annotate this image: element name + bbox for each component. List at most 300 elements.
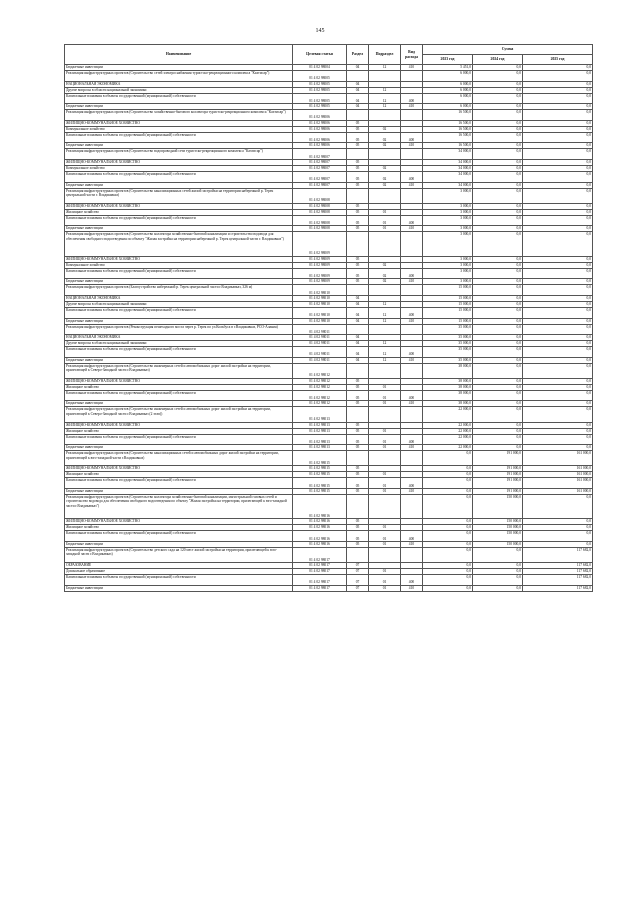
row-sum-2025: 0,0 [523,203,593,209]
row-sum-2024: 0,0 [473,110,523,121]
row-expense-type [401,407,423,422]
row-section: 05 [347,466,369,472]
row-sum-2025: 0,0 [523,495,593,519]
row-subsection [369,285,401,296]
row-section: 05 [347,215,369,226]
row-sum-2024: 0,0 [473,256,523,262]
row-target-article: 01 4 02 98013 [293,407,347,422]
table-row [65,407,593,422]
row-sum-2023: 5 451,0 [423,65,473,71]
row-target-article: 01 4 02 98009 [293,279,347,285]
row-name: Бюджетные инвестиции [65,279,293,285]
row-sum-2025: 161 000,0 [523,472,593,478]
row-sum-2025: 0,0 [523,126,593,132]
row-name: Капитальные вложения в объекты государственной (муниципальной) собственности [65,390,293,401]
row-subsection: 01 [369,478,401,489]
row-name: Капитальные вложения в объекты государственной (муниципальной) собственности [65,93,293,104]
row-sum-2024: 0,0 [473,357,523,363]
row-section: 05 [347,489,369,495]
row-subsection: 01 [369,445,401,451]
row-subsection: 12 [369,307,401,318]
row-section: 05 [347,279,369,285]
row-section: 04 [347,104,369,110]
row-sum-2023: 16 500,0 [423,120,473,126]
row-name: ОБРАЗОВАНИЕ [65,563,293,569]
row-target-article: 01 4 02 98015 [293,451,347,466]
row-subsection [369,363,401,378]
row-name: Реализация инфраструктурных проектов (Строительство канализационных сетей жилой застройки на территории набережной р. Терек центральной части г. Владикавказ) [65,188,293,203]
row-sum-2024: 0,0 [473,104,523,110]
row-name: Капитальные вложения в объекты государственной (муниципальной) собственности [65,132,293,143]
row-subsection: 02 [369,171,401,182]
row-sum-2024: 0,0 [473,182,523,188]
row-name: Бюджетные инвестиции [65,401,293,407]
row-section: 04 [347,93,369,104]
row-name: Капитальные вложения в объекты государственной (муниципальной) собственности [65,434,293,445]
row-name: ЖИЛИЩНО-КОММУНАЛЬНОЕ ХОЗЯЙСТВО [65,378,293,384]
row-sum-2025: 0,0 [523,324,593,335]
row-sum-2025: 161 000,0 [523,451,593,466]
row-subsection [369,495,401,519]
row-name: Реализация инфраструктурных проектов (Строительство детского сада на 120 мест жилой застройки на территории, прилегающей к юго-западной части г.Владикавказ) [65,548,293,563]
row-sum-2025: 0,0 [523,143,593,149]
row-sum-2024: 0,0 [473,347,523,358]
row-target-article: 01 4 02 98005 [293,93,347,104]
row-section: 05 [347,478,369,489]
table-row [65,585,593,591]
row-sum-2024: 0,0 [473,87,523,93]
row-subsection: 02 [369,262,401,268]
row-target-article: 01 4 02 98012 [293,378,347,384]
row-target-article: 01 4 02 98007 [293,171,347,182]
row-sum-2024: 0,0 [473,279,523,285]
row-target-article: 01 4 02 98004 [293,65,347,71]
row-section: 04 [347,335,369,341]
row-sum-2023: 22 000,0 [423,422,473,428]
row-sum-2024: 0,0 [473,81,523,87]
row-subsection: 01 [369,384,401,390]
row-sum-2024: 0,0 [473,307,523,318]
row-section: 07 [347,563,369,569]
row-target-article: 01 4 02 98012 [293,384,347,390]
row-sum-2024: 150 000,0 [473,495,523,519]
row-name: НАЦИОНАЛЬНАЯ ЭКОНОМИКА [65,335,293,341]
row-expense-type: 400 [401,215,423,226]
row-name: НАЦИОНАЛЬНАЯ ЭКОНОМИКА [65,295,293,301]
row-sum-2023: 35 000,0 [423,347,473,358]
row-section: 07 [347,569,369,575]
row-sum-2023: 34 000,0 [423,182,473,188]
row-sum-2024: 0,0 [473,585,523,591]
row-section: 05 [347,445,369,451]
row-target-article: 01 4 02 98010 [293,307,347,318]
row-target-article: 01 4 02 98010 [293,295,347,301]
table-row [65,390,593,401]
row-target-article: 01 4 02 98006 [293,126,347,132]
row-expense-type [401,188,423,203]
row-name: Бюджетные инвестиции [65,445,293,451]
row-sum-2025: 0,0 [523,390,593,401]
row-sum-2023: 34 000,0 [423,171,473,182]
row-expense-type [401,232,423,256]
row-sum-2023: 3 000,0 [423,256,473,262]
row-section: 05 [347,256,369,262]
row-sum-2025: 0,0 [523,171,593,182]
row-section: 05 [347,428,369,434]
row-name: Капитальные вложения в объекты государственной (муниципальной) собственности [65,268,293,279]
budget-table [64,44,593,592]
row-section: 05 [347,143,369,149]
row-name: Жилищное хозяйство [65,428,293,434]
table-row [65,531,593,542]
row-target-article: 01 4 02 98007 [293,182,347,188]
row-name: Капитальные вложения в объекты государственной (муниципальной) собственности [65,215,293,226]
row-target-article: 01 4 02 98011 [293,347,347,358]
row-sum-2023: 0,0 [423,585,473,591]
row-subsection: 01 [369,209,401,215]
row-target-article: 01 4 02 98007 [293,159,347,165]
table-row [65,478,593,489]
row-sum-2023: 6 000,0 [423,104,473,110]
row-sum-2024: 0,0 [473,378,523,384]
row-target-article: 01 4 02 98006 [293,132,347,143]
row-expense-type: 410 [401,542,423,548]
row-sum-2025: 0,0 [523,434,593,445]
row-section: 05 [347,472,369,478]
row-expense-type: 400 [401,93,423,104]
table-row [65,149,593,160]
row-name: ЖИЛИЩНО-КОММУНАЛЬНОЕ ХОЗЯЙСТВО [65,203,293,209]
row-sum-2023: 35 000,0 [423,341,473,347]
row-name: ЖИЛИЩНО-КОММУНАЛЬНОЕ ХОЗЯЙСТВО [65,120,293,126]
row-section: 05 [347,120,369,126]
row-target-article: 01 4 02 98010 [293,318,347,324]
row-subsection: 01 [369,226,401,232]
row-subsection: 12 [369,347,401,358]
row-section: 05 [347,519,369,525]
row-name: Бюджетные инвестиции [65,542,293,548]
row-section: 05 [347,165,369,171]
row-sum-2023: 0,0 [423,478,473,489]
row-sum-2025: 0,0 [523,159,593,165]
row-section [347,71,369,82]
row-sum-2024: 0,0 [473,548,523,563]
row-expense-type [401,110,423,121]
row-target-article: 01 4 02 98006 [293,110,347,121]
row-subsection: 01 [369,401,401,407]
row-sum-2024: 0,0 [473,324,523,335]
row-sum-2023: 35 000,0 [423,335,473,341]
table-row [65,575,593,586]
row-name: Бюджетные инвестиции [65,357,293,363]
row-sum-2023: 6 000,0 [423,71,473,82]
row-name: Капитальные вложения в объекты государственной (муниципальной) собственности [65,575,293,586]
row-sum-2023: 15 000,0 [423,318,473,324]
row-sum-2023: 0,0 [423,495,473,519]
row-section: 05 [347,171,369,182]
row-sum-2025: 0,0 [523,81,593,87]
header-target-article: Целевая статья [293,45,347,65]
row-sum-2024: 0,0 [473,171,523,182]
row-sum-2024: 0,0 [473,575,523,586]
row-subsection: 01 [369,569,401,575]
row-sum-2024: 0,0 [473,65,523,71]
row-sum-2024: 0,0 [473,268,523,279]
row-sum-2023: 16 500,0 [423,126,473,132]
row-sum-2025: 0,0 [523,268,593,279]
row-section [347,495,369,519]
row-sum-2023: 16 500,0 [423,110,473,121]
row-name: Жилищное хозяйство [65,525,293,531]
row-sum-2024: 0,0 [473,428,523,434]
row-target-article: 01 4 02 98009 [293,262,347,268]
row-sum-2024: 0,0 [473,445,523,451]
row-target-article: 01 4 02 98008 [293,215,347,226]
row-sum-2023: 15 000,0 [423,295,473,301]
row-section: 05 [347,525,369,531]
row-sum-2023: 3 000,0 [423,226,473,232]
row-section: 05 [347,401,369,407]
row-expense-type: 410 [401,489,423,495]
row-subsection: 12 [369,87,401,93]
table-row [65,71,593,82]
row-name: Бюджетные инвестиции [65,489,293,495]
row-target-article: 01 4 02 98011 [293,357,347,363]
row-sum-2023: 3 000,0 [423,279,473,285]
row-sum-2023: 34 000,0 [423,159,473,165]
row-subsection: 02 [369,126,401,132]
row-name: Реализация инфраструктурных проектов (Строительство коллектора хозяйственно-бытовой канализации, магистральной газовых сетей и строительство водовода для обеспечения свободного водоотведения по объекту "Жилая застройка на территории, прилегающей к юго-западной части г.Владикавказ") [65,495,293,519]
row-sum-2025: 0,0 [523,531,593,542]
header-expense-type: Вид расхода [401,45,423,65]
row-subsection: 02 [369,143,401,149]
header-year-2023: 2023 год [423,55,473,65]
row-sum-2025: 0,0 [523,407,593,422]
row-expense-type [401,451,423,466]
row-name: Реализация инфраструктурных проектов (Строительство водопроводной сети туристско-рекреационного комплекса "Кахтисар") [65,149,293,160]
row-sum-2025: 0,0 [523,182,593,188]
row-sum-2023: 3 000,0 [423,203,473,209]
row-name: Жилищное хозяйство [65,209,293,215]
row-sum-2023: 22 000,0 [423,445,473,451]
row-section: 05 [347,531,369,542]
row-sum-2023: 6 000,0 [423,93,473,104]
row-section: 05 [347,268,369,279]
row-sum-2023: 0,0 [423,563,473,569]
row-sum-2023: 38 000,0 [423,384,473,390]
row-sum-2025: 0,0 [523,232,593,256]
row-section [347,188,369,203]
row-expense-type: 410 [401,104,423,110]
row-name: НАЦИОНАЛЬНАЯ ЭКОНОМИКА [65,81,293,87]
row-section [347,548,369,563]
row-sum-2024: 0,0 [473,390,523,401]
row-section: 05 [347,226,369,232]
row-sum-2024: 191 000,0 [473,472,523,478]
table-row [65,110,593,121]
row-target-article: 01 4 02 98006 [293,143,347,149]
row-sum-2024: 0,0 [473,93,523,104]
row-subsection: 12 [369,341,401,347]
row-sum-2024: 0,0 [473,318,523,324]
row-section [347,451,369,466]
row-target-article: 01 4 02 98015 [293,478,347,489]
row-expense-type: 410 [401,585,423,591]
row-sum-2025: 0,0 [523,132,593,143]
table-row [65,434,593,445]
row-target-article: 01 4 02 98005 [293,104,347,110]
row-target-article: 01 4 02 98016 [293,531,347,542]
row-subsection [369,407,401,422]
row-sum-2024: 0,0 [473,159,523,165]
row-sum-2025: 0,0 [523,104,593,110]
row-sum-2023: 3 000,0 [423,215,473,226]
row-target-article: 01 4 02 98009 [293,232,347,256]
row-name: Капитальные вложения в объекты государственной (муниципальной) собственности [65,171,293,182]
row-target-article: 01 4 02 98007 [293,149,347,160]
row-subsection: 01 [369,489,401,495]
row-sum-2024: 0,0 [473,132,523,143]
row-sum-2025: 0,0 [523,209,593,215]
row-subsection: 01 [369,434,401,445]
row-sum-2025: 0,0 [523,165,593,171]
header-sum: Сумма [423,45,593,55]
row-sum-2023: 0,0 [423,519,473,525]
row-expense-type: 410 [401,143,423,149]
table-row [65,324,593,335]
row-sum-2025: 0,0 [523,519,593,525]
row-target-article: 01 4 02 98013 [293,434,347,445]
row-sum-2024: 191 000,0 [473,489,523,495]
row-target-article: 01 4 02 98017 [293,575,347,586]
row-target-article: 01 4 02 98009 [293,268,347,279]
row-sum-2024: 0,0 [473,434,523,445]
row-sum-2023: 0,0 [423,466,473,472]
row-sum-2025: 117 682,0 [523,548,593,563]
row-section [347,324,369,335]
row-subsection: 12 [369,301,401,307]
row-section [347,363,369,378]
row-target-article: 01 4 02 98015 [293,466,347,472]
row-sum-2023: 3 000,0 [423,262,473,268]
row-sum-2023: 15 000,0 [423,285,473,296]
row-sum-2025: 0,0 [523,428,593,434]
row-section: 05 [347,209,369,215]
row-sum-2023: 16 500,0 [423,132,473,143]
row-sum-2024: 0,0 [473,301,523,307]
row-sum-2025: 0,0 [523,149,593,160]
row-sum-2023: 15 000,0 [423,307,473,318]
row-sum-2025: 117 682,0 [523,585,593,591]
row-target-article: 01 4 02 98006 [293,120,347,126]
row-sum-2025: 0,0 [523,65,593,71]
row-expense-type: 410 [401,65,423,71]
row-sum-2024: 0,0 [473,209,523,215]
row-subsection: 01 [369,531,401,542]
row-name: Бюджетные инвестиции [65,182,293,188]
row-name: Бюджетные инвестиции [65,143,293,149]
row-subsection [369,110,401,121]
table-row [65,188,593,203]
row-expense-type: 410 [401,401,423,407]
row-expense-type: 400 [401,132,423,143]
row-sum-2025: 0,0 [523,347,593,358]
row-sum-2024: 0,0 [473,149,523,160]
row-section: 07 [347,585,369,591]
table-row [65,215,593,226]
table-body [65,65,593,592]
row-subsection: 01 [369,525,401,531]
row-name: Реализация инфраструктурных проектов (Строительство инженерных сетей и автомобильных дорог жилой застройки на территории, прилегающей к Северо-Западной части г.Владикавказ) [65,363,293,378]
row-subsection [369,232,401,256]
row-target-article: 01 4 02 98005 [293,87,347,93]
row-section: 04 [347,341,369,347]
row-sum-2025: 0,0 [523,341,593,347]
row-subsection: 01 [369,585,401,591]
row-name: Коммунальное хозяйство [65,262,293,268]
row-expense-type [401,324,423,335]
header-name: Наименование [65,45,293,65]
row-subsection: 01 [369,428,401,434]
header-year-2024: 2024 год [473,55,523,65]
row-expense-type: 400 [401,268,423,279]
row-name: Бюджетные инвестиции [65,318,293,324]
row-sum-2023: 0,0 [423,489,473,495]
row-sum-2024: 0,0 [473,384,523,390]
row-name: ЖИЛИЩНО-КОММУНАЛЬНОЕ ХОЗЯЙСТВО [65,256,293,262]
row-name: ЖИЛИЩНО-КОММУНАЛЬНОЕ ХОЗЯЙСТВО [65,519,293,525]
row-expense-type: 410 [401,279,423,285]
row-sum-2025: 0,0 [523,378,593,384]
row-target-article: 01 4 02 98016 [293,519,347,525]
row-target-article: 01 4 02 98017 [293,585,347,591]
row-sum-2024: 0,0 [473,422,523,428]
row-target-article: 01 4 02 98013 [293,445,347,451]
row-target-article: 01 4 02 98012 [293,390,347,401]
row-sum-2023: 0,0 [423,542,473,548]
row-target-article: 01 4 02 98007 [293,165,347,171]
row-subsection: 01 [369,472,401,478]
row-section: 07 [347,575,369,586]
row-subsection: 12 [369,318,401,324]
row-sum-2025: 0,0 [523,445,593,451]
row-section: 04 [347,87,369,93]
row-name: Дошкольное образование [65,569,293,575]
table-row [65,232,593,256]
row-sum-2023: 0,0 [423,451,473,466]
row-subsection: 02 [369,279,401,285]
row-sum-2025: 0,0 [523,295,593,301]
row-target-article: 01 4 02 98016 [293,525,347,531]
row-sum-2023: 38 000,0 [423,378,473,384]
row-name: Другие вопросы в области национальной экономики [65,341,293,347]
row-name: Реализация инфраструктурных проектов (Благоустройство набережной р. Терек центральной части г.Владикавказ, 326 м) [65,285,293,296]
row-sum-2025: 0,0 [523,301,593,307]
row-target-article: 01 4 02 98017 [293,548,347,563]
row-sum-2025: 0,0 [523,401,593,407]
row-name: ЖИЛИЩНО-КОММУНАЛЬНОЕ ХОЗЯЙСТВО [65,466,293,472]
row-sum-2024: 0,0 [473,341,523,347]
row-expense-type: 410 [401,357,423,363]
row-sum-2023: 38 000,0 [423,363,473,378]
row-target-article: 01 4 02 98016 [293,542,347,548]
row-target-article: 01 4 02 98013 [293,428,347,434]
row-name: Бюджетные инвестиции [65,65,293,71]
row-sum-2024: 0,0 [473,143,523,149]
row-sum-2025: 161 000,0 [523,478,593,489]
row-target-article: 01 4 02 98008 [293,188,347,203]
row-sum-2024: 0,0 [473,262,523,268]
